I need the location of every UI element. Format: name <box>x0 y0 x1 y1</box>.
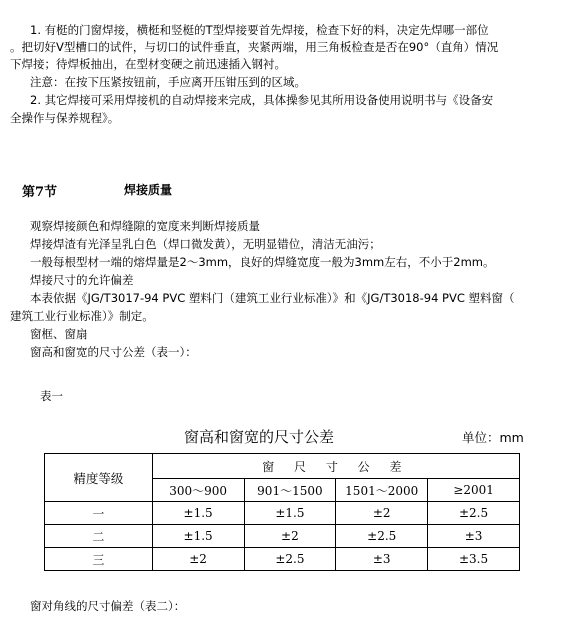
quality-line-6: 建筑工业行业标准）》制定。 <box>10 309 154 323</box>
value-cell: ±3.5 <box>428 548 520 571</box>
paragraph-line-5: 2. 其它焊接可采用焊接机的自动焊接来完成，具体操参见其所用设备使用说明书与《设备安 <box>30 93 494 107</box>
tolerance-table <box>44 453 520 571</box>
value-cell: ±2 <box>336 502 428 525</box>
quality-line-8: 窗高和窗宽的尺寸公差（表一）： <box>30 345 197 359</box>
section-number: 第7节 <box>22 185 58 200</box>
quality-line-5: 本表依据《JG/T3017-94 PVC 塑料门（建筑工业行业标准）》和《JG/T3018-94 PVC 塑料窗（ <box>30 291 515 305</box>
quality-line-1: 观察焊接颜色和焊缝隙的宽度来判断焊接质量 <box>30 219 260 233</box>
column-header: 901～1500 <box>244 479 336 502</box>
value-cell: ±2.5 <box>428 502 520 525</box>
column-header: 300～900 <box>152 479 244 502</box>
footer-line: 窗对角线的尺寸偏差（表二）： <box>30 599 186 613</box>
section-title: 焊接质量 <box>124 183 173 197</box>
value-cell: ±1.5 <box>244 502 336 525</box>
value-cell: ±3 <box>336 548 428 571</box>
grade-cell: 一 <box>45 502 153 525</box>
table-label: 表一 <box>40 389 63 403</box>
value-cell: ±2.5 <box>336 525 428 548</box>
value-cell: ±1.5 <box>152 525 244 548</box>
value-cell: ±3 <box>428 525 520 548</box>
quality-line-2: 焊接焊渣有光泽呈乳白色（焊口微发黄），无明显错位，清洁无油污； <box>30 237 381 251</box>
column-header: ≥2001 <box>428 479 520 502</box>
table-unit: 单位：mm <box>462 430 524 445</box>
grade-cell: 三 <box>45 548 153 571</box>
value-cell: ±1.5 <box>152 502 244 525</box>
table-row <box>45 525 520 548</box>
column-header: 1501～2000 <box>336 479 428 502</box>
grade-cell: 二 <box>45 525 153 548</box>
paragraph-line-1: 1. 有梃的门窗焊接，横梃和竖梃的T型焊接要首先焊接，检查下好的料，决定先焊哪一部位 <box>30 23 489 37</box>
grade-header: 精度等级 <box>45 454 153 502</box>
paragraph-line-6: 全操作与保养规程》。 <box>10 111 120 125</box>
quality-line-7: 窗框、窗扇 <box>30 327 88 341</box>
value-cell: ±2.5 <box>244 548 336 571</box>
value-cell: ±2 <box>244 525 336 548</box>
span-header: 窗 尺 寸 公 差 <box>152 454 519 479</box>
table-row <box>45 502 520 525</box>
table-row <box>45 548 520 571</box>
paragraph-line-3: 下焊接；待焊板抽出，在型材变硬之前迅速插入钢衬。 <box>10 57 286 71</box>
paragraph-line-2: 。把切好V型槽口的试件，与切口的试件垂直，夹紧两端，用三角板检查是否在90°（直角）情况 <box>10 40 499 54</box>
table-title: 窗高和窗宽的尺寸公差 <box>184 428 335 446</box>
quality-line-4: 焊接尺寸的允许偏差 <box>30 273 134 287</box>
quality-line-3: 一般每根型材一端的熔焊量是2～3mm，良好的焊缝宽度一般为3mm左右，不小于2mm。 <box>30 255 495 269</box>
paragraph-note: 注意：在按下压紧按钮前，手应离开压钳压到的区域。 <box>30 75 306 89</box>
value-cell: ±2 <box>152 548 244 571</box>
